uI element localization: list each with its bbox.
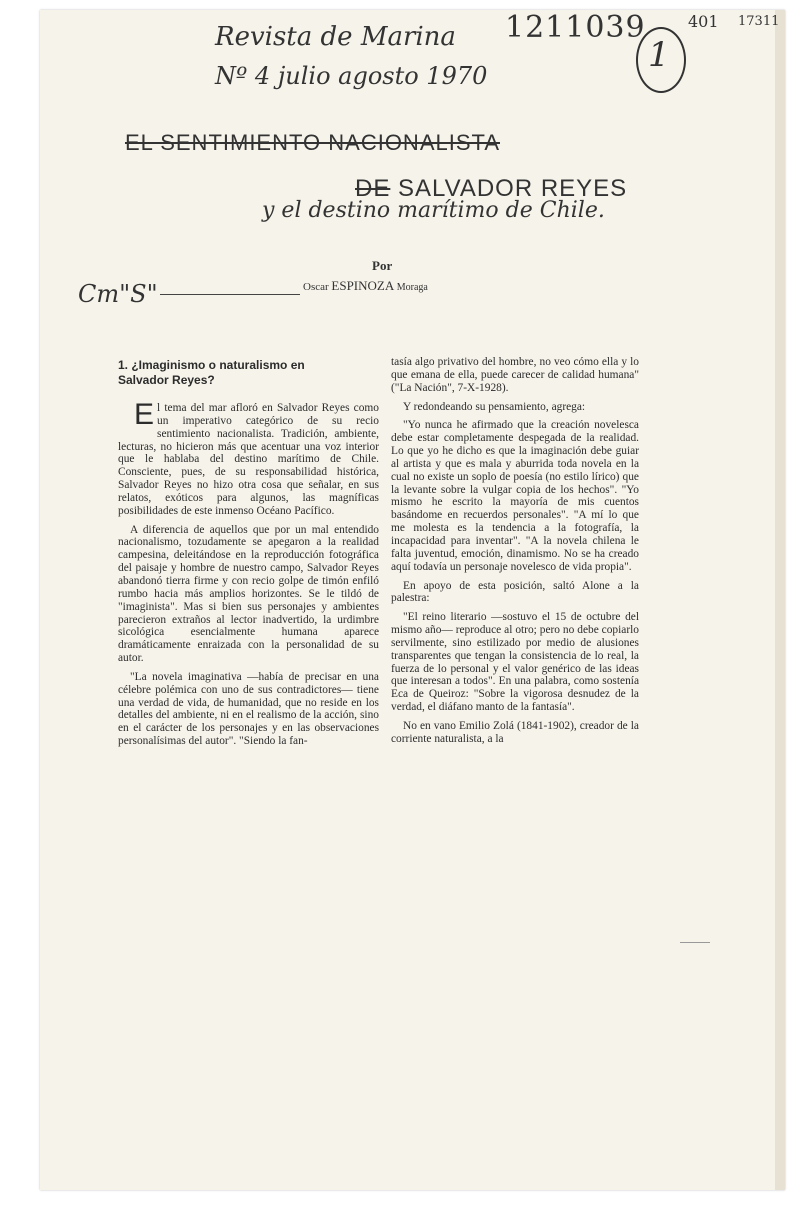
handwritten-code-b: 17311 (738, 14, 780, 29)
page-number: 1 (648, 35, 670, 75)
author-first: Oscar (303, 281, 332, 293)
col2-paragraph-2: "Yo nunca he afirmado que la creación novelesca debe estar completamente despegada de la realidad. Lo que yo he dicho es que la imaginación debe guiar al artista y que es mala y aburrida toda novela en la cual no existe un soplo de poesía (no estilo lírico) que la levante sobre la vulgar copia de los hechos". "Yo mismo he escrito la mayoría de mis cuentos basándome en recuerdos personales". "A mí lo que me molesta es la tendencia a la fotografía, la incapacidad para inventar". "A la novela chilena le falta juventud, emoción, dinamismo. No se ha creado aquí todavía un personaje novelesco de vida propia". (391, 419, 639, 573)
handwritten-catalog-number: 1211039 (505, 10, 646, 45)
col1-paragraph-3: "La novela imaginativa —había de precisar en una célebre polémica con uno de sus contradictores— tiene una verdad de vida, de humanidad, que no reside en los detalles del ambiente, ni en el realismo de la acción, sino en el carácter de los personajes y en las observaciones personalísimas del autor". "Siendo la fan- (118, 670, 379, 748)
end-rule (680, 942, 710, 943)
byline-por: Por (372, 258, 393, 273)
col1-p1-text: l tema del mar afloró en Salvador Reyes como un imperativo categórico de su recio sentimiento nacionalista. Tradición, ambiente, lecturas, no hicieron más que acentuar una voz interior que le hablaba del destino marítimo de Chile. Consciente, pues, de su responsabilidad histórica, Salvador Reyes no hizo otra cosa que señalar, en sus relatos, exóticos para algunos, las magníficas posibilidades de este inmenso Océano Pacífico. (118, 402, 379, 517)
handwritten-fecha: Nº 4 julio agosto 1970 (215, 62, 488, 90)
drop-cap: E (134, 398, 155, 431)
col2-paragraph-3: En apoyo de esta posición, saltó Alone a la palestra: (391, 579, 639, 605)
title-de: DE (355, 175, 391, 202)
handwritten-code-a: 401 (688, 12, 719, 31)
column-1 (118, 398, 379, 754)
col1-paragraph-1 (118, 398, 379, 518)
col2-paragraph-1: Y redondeando su pensamiento, agrega: (403, 400, 586, 413)
handwritten-destino: y el destino marítimo de Chile. (262, 198, 605, 223)
page-edge-shadow (775, 10, 785, 1190)
title-name: SALVADOR REYES (390, 175, 628, 202)
handwritten-revista: Revista de Marina (215, 22, 456, 52)
column-2 (391, 356, 639, 752)
handwritten-cm: Cm"S" (78, 280, 158, 308)
title-line-1: EL SENTIMIENTO NACIONALISTA (125, 130, 500, 155)
byline-author (303, 278, 428, 294)
col2-paragraph-4: "El reino literario —sostuvo el 15 de octubre del mismo año— reproduce al otro; pero no debe copiarlo servilmente, sino estilizado por medio de alusiones transparentes que tengan la consistencia de lo real, la fuerza de lo personal y el valor genérico de las ideas que interesan a todos". En una palabra, como sostenía Eca de Queiroz: "Sobre la vigorosa desnudez de la verdad, el diáfano manto de la fantasía". (391, 611, 639, 714)
author-second: Moraga (394, 282, 428, 293)
handwritten-line (160, 294, 300, 295)
col2-paragraph-5: No en vano Emilio Zolá (1841-1902), creador de la corriente naturalista, a la (391, 719, 639, 745)
section-heading: 1. ¿Imaginismo o naturalismo en Salvador Reyes? (118, 358, 305, 387)
col1-paragraph-2: A diferencia de aquellos que por un mal entendido nacionalismo, tozudamente se apegaron a la realidad campesina, deleitándose en la reproducción fotográfica del paisaje y hombre de nuestro campo, Salvador Reyes abandonó tierra firme y con recio golpe de timón enfiló rumbo hacia más amplios horizontes. Se le tildó de "imaginista". Mas si bien sus personajes y ambientes parecieron extraños al lector inadvertido, la urdimbre sicológica esencialmente humana aparece dramáticamente enraizada con la personalidad de su autor. (118, 523, 379, 665)
author-last: ESPINOZA (331, 278, 395, 293)
col2-paragraph-0: tasía algo privativo del hombre, no veo cómo ella y lo que emana de ella, puede carecer de calidad humana" ("La Nación", 7-X-1928). (391, 356, 639, 394)
